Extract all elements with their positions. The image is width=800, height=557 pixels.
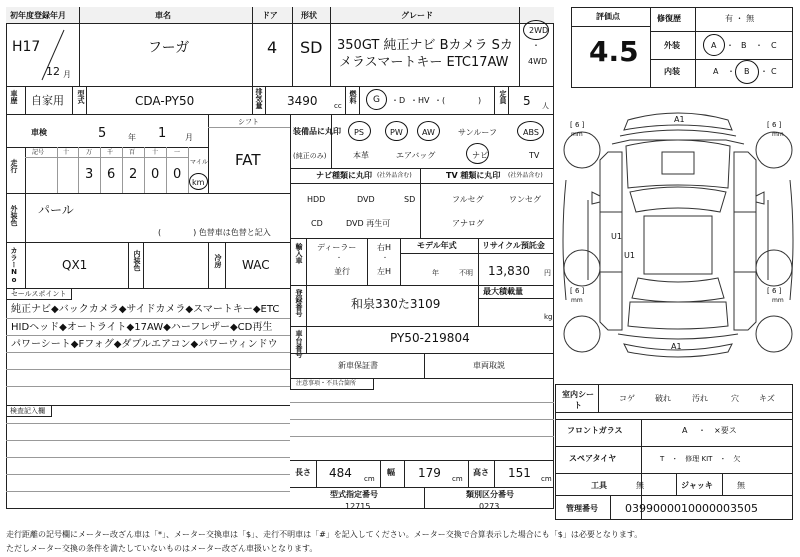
seat-label: 室内シート <box>562 390 594 410</box>
tire-rl-unit: mm <box>571 297 583 304</box>
int-dot-1: ・ <box>727 67 735 76</box>
interior-color-label: 内装色 <box>133 250 141 271</box>
equip-ps: PS <box>354 128 364 137</box>
grade-line-1: 350GT 純正ナビ Bカメラ Sカ <box>337 38 513 53</box>
type-number-value: 12715 <box>345 502 371 511</box>
ac-label: 冷房 <box>214 254 222 268</box>
interior-label: 内装 <box>664 67 680 76</box>
fuel-hv: HV <box>418 96 430 105</box>
digit-label-4: 十 <box>152 149 159 156</box>
digit-label-1: 万 <box>86 149 93 156</box>
load-label: 最大積載量 <box>483 287 523 296</box>
score-label: 評価点 <box>596 12 620 21</box>
model-code: CDA-PY50 <box>135 94 195 108</box>
mileage-label: 走行 <box>10 159 18 173</box>
digit-label-2: 千 <box>107 149 114 156</box>
import-parallel: 並行 <box>334 267 350 276</box>
mileage-mark-label: 記号 <box>32 149 45 156</box>
mileage-digit-1: 3 <box>85 167 94 182</box>
tire-fl-depth: [ 6 ] <box>570 121 585 129</box>
tv-fullseg: フルセグ <box>452 195 484 204</box>
grade-label: グレード <box>401 11 433 20</box>
capacity-unit: 人 <box>542 102 549 110</box>
model-label: 型式 <box>77 90 85 104</box>
color-value: パール <box>38 203 74 217</box>
body-shape: SD <box>300 38 323 57</box>
color-code-label: カラーNo. <box>10 247 18 292</box>
model-year-value: 不明 <box>459 269 473 277</box>
import-dot-2: ・ <box>382 255 389 262</box>
km-circle <box>189 173 208 190</box>
digit-label-5: 一 <box>174 149 181 156</box>
diagram-left-label: U1 <box>611 232 622 241</box>
equip-abs: ABS <box>523 128 539 137</box>
vehicle-name: フーガ <box>148 40 190 56</box>
displacement-value: 3490 <box>287 94 318 108</box>
color-code: QX1 <box>62 258 88 272</box>
sales-point-line-2: HIDヘッド◆オートライト◆17AW◆ハーフレザー◆CD再生 <box>11 322 273 333</box>
shift-label: シフト <box>238 118 259 126</box>
equip-airbag: エアバッグ <box>396 151 436 160</box>
diagram-rear-label: A1 <box>671 342 682 351</box>
ext-b: B <box>741 41 747 50</box>
spare-options: T ・ 修理 KIT ・ 欠 <box>660 455 741 463</box>
fuel-paren-open: ( <box>442 96 446 105</box>
mileage-digit-2: 6 <box>107 167 116 182</box>
width-value: 179 <box>418 466 441 480</box>
exterior-label: 外装 <box>664 41 680 50</box>
management-value: 0399000010000003505 <box>625 502 758 515</box>
shift-value: FAT <box>235 151 261 169</box>
inspection-month: 1 <box>158 126 167 141</box>
equip-tv: TV <box>529 151 540 160</box>
diagram-right-label: U1 <box>624 251 635 260</box>
usage-label: 車歴 <box>10 90 18 104</box>
registration-year: H17 <box>12 39 41 55</box>
int-b: B <box>744 67 750 76</box>
navi-sd: SD <box>404 195 416 204</box>
tv-type-sub: (社外品含む) <box>508 172 543 179</box>
fuel-dot-2: ・ <box>410 96 418 105</box>
plate-label: 登録番号 <box>295 289 303 317</box>
type-number-label: 型式指定番号 <box>330 490 378 499</box>
recycle-unit: 円 <box>544 269 551 277</box>
registration-label: 初年度登録年月 <box>10 11 66 20</box>
equip-abs-circle <box>517 121 544 141</box>
equip-navi-circle <box>466 143 489 164</box>
footer-note-1: 走行距離の記号欄にメーター改ざん車は「*」、メーター交換車は「$」、走行不明車は「#」を記入してください。メーター交換で合算表示した場合にも「$」は必要となります。 <box>6 530 643 539</box>
class-number-value: 0273 <box>479 502 500 511</box>
import-label: 輸入車 <box>295 243 303 264</box>
registration-month: 12 <box>46 65 60 78</box>
model-year-label: モデル年式 <box>417 241 457 250</box>
seat-opt-5: キズ <box>759 394 775 403</box>
warranty-doc: 新車保証書 <box>338 361 378 370</box>
import-dealer: ディーラー <box>317 243 357 252</box>
class-number-label: 類別区分番号 <box>466 490 514 499</box>
car-damage-diagram <box>560 100 796 376</box>
tire-fr-depth: [ 6 ] <box>767 121 782 129</box>
door-label: ドア <box>262 11 278 20</box>
length-value: 484 <box>329 466 352 480</box>
fuel-dot-1: ・ <box>391 96 399 105</box>
navi-dvd-play: DVD 再生可 <box>346 219 391 228</box>
tire-fl-unit: mm <box>571 131 583 138</box>
tv-analog: アナログ <box>452 219 484 228</box>
tire-rr-unit: mm <box>772 297 784 304</box>
grade-line-2: メラスマートキー ETC17AW <box>339 55 509 70</box>
fuel-g-circle <box>366 89 387 110</box>
seat-opt-1: コゲ <box>619 394 635 403</box>
load-unit: kg <box>544 313 553 321</box>
mileage-digit-5: 0 <box>173 167 182 182</box>
capacity-label: 定員 <box>499 90 507 104</box>
navi-hdd: HDD <box>307 195 326 204</box>
ext-c: C <box>771 41 777 50</box>
navi-cd: CD <box>311 219 323 228</box>
displacement-label: 排気量 <box>255 88 263 109</box>
navi-dvd: DVD <box>357 195 375 204</box>
seat-opt-3: 汚れ <box>692 394 708 403</box>
jack-value: 無 <box>737 481 745 490</box>
km-unit: km <box>192 178 205 187</box>
spare-label: スペアタイヤ <box>569 454 617 463</box>
chassis-value: PY50-219804 <box>390 331 470 345</box>
equip-aw-circle <box>417 121 440 141</box>
int-b-circle <box>735 60 759 84</box>
ext-a-circle <box>703 34 725 56</box>
repair-label: 修復歴 <box>657 14 681 23</box>
mile-label: マイル <box>190 159 208 166</box>
navi-type-label: ナビ種類に丸印 <box>316 171 372 180</box>
drive-2wd: 2WD <box>529 26 549 35</box>
seat-opt-4: 穴 <box>731 394 739 403</box>
equip-leather: 本革 <box>353 151 369 160</box>
digit-label-0: 十 <box>63 149 70 156</box>
footer-note-2: ただしメーター交換の条件を満たしていないものはメーター改ざん車扱いとなります。 <box>6 544 318 553</box>
height-unit: cm <box>541 475 552 483</box>
diagram-front-label: A1 <box>674 115 685 124</box>
digit-label-3: 百 <box>129 149 136 156</box>
length-label: 長さ <box>295 468 311 477</box>
main-form <box>6 7 554 509</box>
manual-doc: 車両取説 <box>473 361 505 370</box>
plate-value: 和泉330た3109 <box>351 297 441 311</box>
seat-opt-2: 破れ <box>655 394 671 403</box>
equipment-sub: (純正のみ) <box>293 152 327 160</box>
fuel-d: D <box>399 96 406 105</box>
int-a: A <box>713 67 719 76</box>
inspection-month-unit: 月 <box>185 133 193 142</box>
fuel-paren-close: ) <box>478 96 482 105</box>
width-unit: cm <box>452 475 463 483</box>
navi-type-sub: (社外品含む) <box>377 172 412 179</box>
steering-left: 左H <box>377 267 392 276</box>
equip-aw: AW <box>422 128 435 137</box>
drive-2wd-circle <box>523 20 549 40</box>
equip-pw: PW <box>390 128 403 137</box>
management-label: 管理番号 <box>566 504 598 513</box>
equip-navi: ナビ <box>472 151 488 160</box>
displacement-unit: cc <box>334 102 342 110</box>
fuel-label: 燃料 <box>349 90 357 104</box>
sales-point-line-3: パワーシート◆Fフォグ◆ダブルエアコン◆パワーウィンドウ <box>11 339 278 350</box>
drive-dot: ・ <box>532 41 540 50</box>
inspection-year: 5 <box>98 126 107 141</box>
jack-label: ジャッキ <box>681 481 713 490</box>
equip-pw-circle <box>385 121 408 141</box>
ext-a: A <box>711 41 717 50</box>
int-c: C <box>771 67 777 76</box>
equip-ps-circle <box>348 121 371 141</box>
recycle-label: リサイクル預託金 <box>482 241 545 250</box>
tv-type-label: TV 種類に丸印 <box>446 171 501 180</box>
drive-4wd: 4WD <box>528 57 548 66</box>
sales-point-line-1: 純正ナビ◆バックカメラ◆サイドカメラ◆スマートキー◆ETC <box>11 304 280 315</box>
usage-value: 自家用 <box>31 94 64 107</box>
import-dot-1: ・ <box>336 255 343 262</box>
windshield-label: フロントガラス <box>567 426 623 435</box>
mileage-digit-4: 0 <box>151 167 160 182</box>
repaint-note: ( ) 色替車は色替と記入 <box>158 228 271 237</box>
inspector-label: 検査記入欄 <box>10 407 45 415</box>
header-strip <box>6 7 554 24</box>
windshield-options: A ・ ×要ス <box>682 426 737 435</box>
repair-options: 有 ・ 無 <box>725 14 755 23</box>
vehicle-name-label: 車名 <box>155 11 171 20</box>
ext-dot-1: ・ <box>726 41 734 50</box>
tools-label: 工具 <box>591 481 607 490</box>
capacity-value: 5 <box>523 94 531 108</box>
door-count: 4 <box>267 38 278 57</box>
equipment-label: 装備品に丸印 <box>293 127 341 136</box>
color-label: 外装色 <box>10 205 18 226</box>
inspection-label: 車検 <box>31 128 47 137</box>
height-label: 高さ <box>473 468 489 477</box>
int-dot-2: ・ <box>760 67 768 76</box>
registration-month-unit: 月 <box>63 70 71 79</box>
ext-dot-2: ・ <box>755 41 763 50</box>
tire-rl-depth: [ 6 ] <box>570 287 585 295</box>
tire-fr-unit: mm <box>772 131 784 138</box>
length-unit: cm <box>364 475 375 483</box>
width-label: 幅 <box>387 468 395 477</box>
caution-label: 注意事項・不具合箇所 <box>296 380 357 387</box>
fuel-dot-3: ・ <box>434 96 442 105</box>
tv-oneseg: ワンセグ <box>509 195 541 204</box>
tools-value: 無 <box>636 481 644 490</box>
mileage-digit-3: 2 <box>129 167 138 182</box>
steering-right: 右H <box>377 243 392 252</box>
sales-points-label: セールスポイント <box>11 290 67 298</box>
fuel-g: G <box>373 95 380 105</box>
inspection-year-unit: 年 <box>128 133 136 142</box>
chassis-label: 車台番号 <box>295 330 303 358</box>
height-value: 151 <box>508 466 531 480</box>
tire-rr-depth: [ 6 ] <box>767 287 782 295</box>
ac-value: WAC <box>242 258 270 272</box>
score-value: 4.5 <box>589 35 639 68</box>
shape-label: 形状 <box>301 11 317 20</box>
model-year-unit: 年 <box>432 269 439 277</box>
equip-sunroof: サンルーフ <box>458 128 497 137</box>
recycle-value: 13,830 <box>488 264 530 278</box>
